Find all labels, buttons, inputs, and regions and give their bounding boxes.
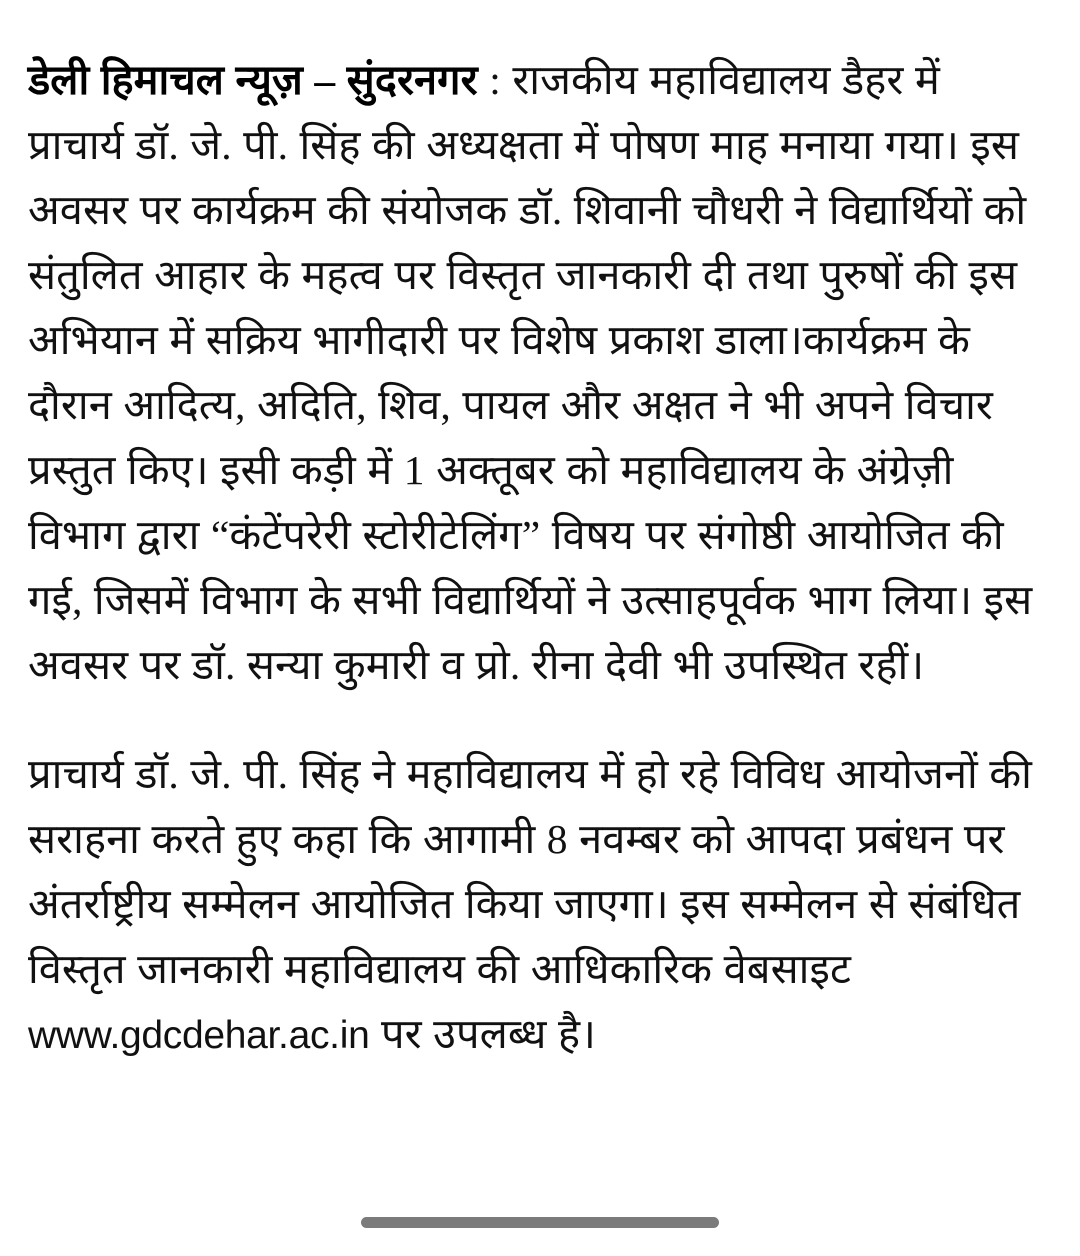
article-paragraph-2	[28, 742, 1036, 1068]
paragraph-2-body-before-url: प्राचार्य डॉ. जे. पी. सिंह ने महाविद्यालय में हो रहे विविध आयोजनों की सराहना करते हुए कहा कि आगामी 8 नवम्बर को आपदा प्रबंधन पर अंतर्राष्ट्रीय सम्मेलन आयोजित किया जाएगा। इस सम्मेलन से संबंधित विस्तृत जानकारी महाविद्यालय की आधिकारिक वेबसाइट	[28, 751, 1033, 992]
lead-separator: :	[477, 57, 513, 103]
lead-source-label: डेली हिमाचल न्यूज़ – सुंदरनगर	[28, 57, 478, 103]
paragraph-1-body: राजकीय महाविद्यालय डैहर में प्राचार्य डॉ. जे. पी. सिंह की अध्यक्षता में पोषण माह मनाया गया। इस अवसर पर कार्यक्रम की संयोजक डॉ. शिवानी चौधरी ने विद्यार्थियों को संतुलित आहार के महत्व पर विस्तृत जानकारी दी तथा पुरुषों की इस अभियान में सक्रिय भागीदारी पर विशेष प्रकाश डाला।कार्यक्रम के दौरान आदित्य, अदिति, शिव, पायल और अक्षत ने भी अपने विचार प्रस्तुत किए। इसी कड़ी में 1 अक्तूबर को महाविद्यालय के अंग्रेज़ी विभाग द्वारा “कंटेंपरेरी स्टोरीटेलिंग” विषय पर संगोष्ठी आयोजित की गई, जिसमें विभाग के सभी विद्यार्थियों ने उत्साहपूर्वक भाग लिया। इस अवसर पर डॉ. सन्या कुमारी व प्रो. रीना देवी भी उपस्थित रहीं।	[28, 57, 1033, 688]
college-website-url[interactable]: www.gdcdehar.ac.in	[28, 1014, 370, 1057]
home-indicator-area	[0, 1188, 1080, 1256]
paragraph-2-body-after-url: पर उपलब्ध है।	[369, 1011, 597, 1057]
article-paragraph-1	[28, 48, 1036, 698]
home-indicator[interactable]	[361, 1217, 719, 1228]
